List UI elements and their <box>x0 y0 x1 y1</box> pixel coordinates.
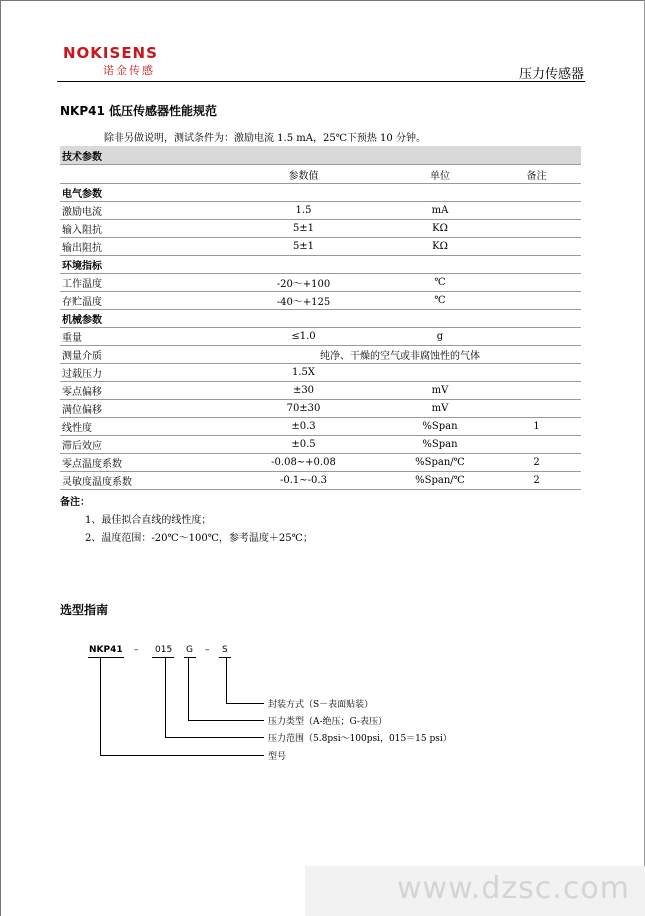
param-label: 测量介质 <box>60 346 219 364</box>
leader-line <box>165 658 166 737</box>
param-unit: KΩ <box>388 238 492 256</box>
table-row <box>60 400 581 418</box>
param-label: 输出阻抗 <box>60 238 219 256</box>
param-value: -0.1~-0.3 <box>219 472 388 490</box>
param-unit: ℃ <box>388 292 492 310</box>
table-row <box>60 220 581 238</box>
param-unit: %Span <box>388 436 492 454</box>
param-note <box>492 238 581 256</box>
param-value: 70±30 <box>219 400 388 418</box>
spec-table <box>60 146 581 490</box>
table-row <box>60 274 581 292</box>
table-row <box>60 436 581 454</box>
param-value: -0.08~+0.08 <box>219 454 388 472</box>
code-package: S <box>222 645 228 655</box>
code-separator: – <box>134 645 139 655</box>
param-unit: ℃ <box>388 274 492 292</box>
param-note <box>492 292 581 310</box>
table-row <box>60 202 581 220</box>
logo-text-en: NOKISENS <box>63 44 158 62</box>
param-label: 灵敏度温度系数 <box>60 472 219 490</box>
leader-line <box>100 755 264 756</box>
code-underline <box>184 657 196 658</box>
param-label: 满位偏移 <box>60 400 219 418</box>
section-label: 电气参数 <box>60 184 581 202</box>
leader-line <box>188 658 189 720</box>
param-label: 线性度 <box>60 418 219 436</box>
param-label: 重量 <box>60 328 219 346</box>
code-pressure-type: G <box>186 645 193 655</box>
param-note <box>492 202 581 220</box>
test-conditions: 除非另做说明，测试条件为：激励电流 1.5 mA，25℃下预热 10 分钟。 <box>104 133 426 144</box>
param-note <box>492 220 581 238</box>
table-band-row <box>60 146 581 165</box>
param-value: ±30 <box>219 382 388 400</box>
param-value: 1.5 <box>219 202 388 220</box>
param-note: 2 <box>492 472 581 490</box>
table-row <box>60 418 581 436</box>
param-unit: g <box>388 328 492 346</box>
table-row <box>60 454 581 472</box>
watermark-text: www.dzsc.com <box>397 871 630 906</box>
page-border-top <box>0 0 645 1</box>
table-header-row <box>60 165 581 184</box>
leader-line <box>100 658 101 755</box>
param-label: 零点偏移 <box>60 382 219 400</box>
param-value: 1.5X <box>219 364 388 382</box>
header-rule <box>57 81 585 82</box>
logo-text-cn: 诺金传感 <box>103 64 155 77</box>
table-section-row <box>60 256 581 274</box>
table-row <box>60 364 581 382</box>
param-unit: mV <box>388 400 492 418</box>
header-section-title: 压力传感器 <box>519 67 585 82</box>
code-model: NKP41 <box>89 645 123 655</box>
leader-line <box>188 720 264 721</box>
param-value: -40～+125 <box>219 292 388 310</box>
document-title: NKP41 低压传感器性能规范 <box>60 104 218 118</box>
desc-pressure-range: 压力范围（5.8psi～100psi，015＝15 psi） <box>268 734 452 744</box>
param-value: -20～+100 <box>219 274 388 292</box>
param-unit: mV <box>388 382 492 400</box>
param-note <box>492 382 581 400</box>
column-header: 单位 <box>388 165 492 184</box>
note-item: 2、温度范围：-20℃～100℃，参考温度＋25℃； <box>85 533 313 544</box>
param-unit: %Span/℃ <box>388 472 492 490</box>
param-value: ≤1.0 <box>219 328 388 346</box>
param-label: 滞后效应 <box>60 436 219 454</box>
notes-title: 备注： <box>60 497 90 508</box>
leader-line <box>226 658 227 703</box>
param-note: 2 <box>492 454 581 472</box>
param-unit: KΩ <box>388 220 492 238</box>
column-header <box>60 165 219 184</box>
param-label: 工作温度 <box>60 274 219 292</box>
desc-pressure-type: 压力类型（A-绝压；G-表压） <box>268 717 387 727</box>
table-row <box>60 292 581 310</box>
param-note <box>492 328 581 346</box>
section-label: 环境指标 <box>60 256 581 274</box>
param-note: 1 <box>492 418 581 436</box>
param-unit: mA <box>388 202 492 220</box>
desc-model: 型号 <box>268 752 287 762</box>
param-label: 过载压力 <box>60 364 219 382</box>
param-label: 激励电流 <box>60 202 219 220</box>
leader-line <box>226 703 264 704</box>
param-label: 输入阻抗 <box>60 220 219 238</box>
param-note <box>492 364 581 382</box>
section-label: 机械参数 <box>60 310 581 328</box>
param-value: ±0.5 <box>219 436 388 454</box>
param-label: 零点温度系数 <box>60 454 219 472</box>
table-row <box>60 328 581 346</box>
code-underline <box>219 657 231 658</box>
column-header: 备注 <box>492 165 581 184</box>
code-underline <box>152 657 174 658</box>
param-unit <box>388 364 492 382</box>
table-band-label: 技术参数 <box>60 146 581 165</box>
param-label: 存贮温度 <box>60 292 219 310</box>
param-value: 5±1 <box>219 220 388 238</box>
code-underline <box>88 657 124 658</box>
param-note <box>492 274 581 292</box>
code-separator: – <box>205 645 210 655</box>
code-pressure-range: 015 <box>155 645 173 655</box>
param-value: ±0.3 <box>219 418 388 436</box>
param-value: 5±1 <box>219 238 388 256</box>
table-row <box>60 472 581 490</box>
param-value: 纯净、干燥的空气或非腐蚀性的气体 <box>219 346 581 364</box>
watermark <box>305 866 645 916</box>
param-note <box>492 436 581 454</box>
note-item: 1、最佳拟合直线的线性度； <box>85 515 212 526</box>
leader-line <box>165 737 264 738</box>
table-section-row <box>60 184 581 202</box>
column-header: 参数值 <box>219 165 388 184</box>
page-border-left <box>0 0 1 916</box>
table-section-row <box>60 310 581 328</box>
selection-guide-title: 选型指南 <box>60 603 109 617</box>
desc-package: 封装方式（S－表面贴装） <box>268 700 374 710</box>
param-note <box>492 400 581 418</box>
table-row <box>60 382 581 400</box>
param-unit: %Span/℃ <box>388 454 492 472</box>
param-unit: %Span <box>388 418 492 436</box>
table-row <box>60 238 581 256</box>
table-row <box>60 346 581 364</box>
